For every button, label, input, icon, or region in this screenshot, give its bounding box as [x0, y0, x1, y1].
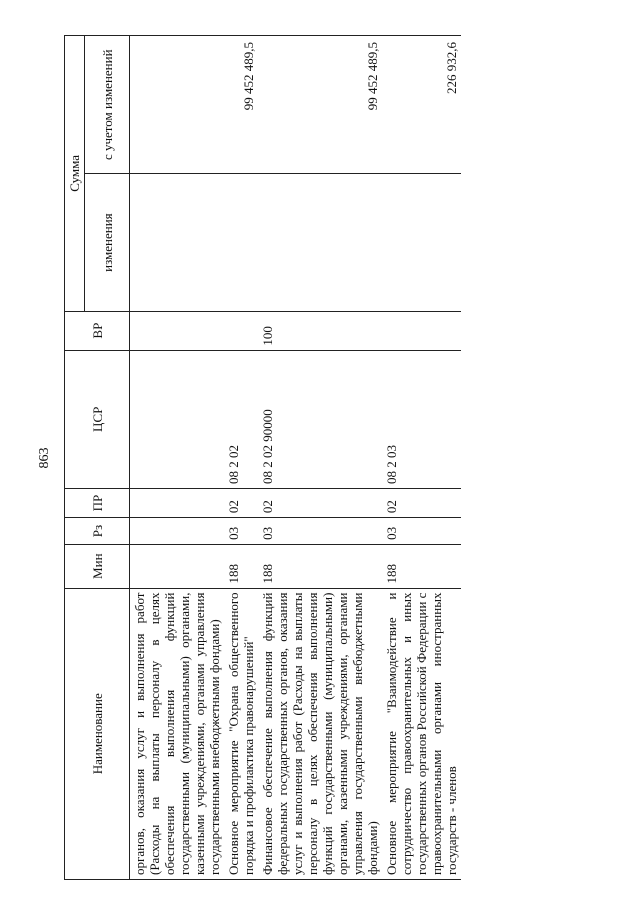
- table-row: [382, 36, 461, 880]
- cell-min: 188: [258, 544, 382, 588]
- cell-changes: [224, 174, 258, 311]
- cell-pr: [130, 489, 225, 518]
- cell-csr: 08 2 03: [382, 350, 461, 488]
- header-row-1: [65, 36, 85, 880]
- cell-pr: 02: [258, 489, 382, 518]
- page-number: 863: [37, 447, 52, 469]
- cell-name: Финансовое обеспечение выполнения функций федеральных государственных органов, оказания услуг и выполнения работ (Расходы на выплаты персоналу в целях обеспечения выполнения функций государственными (муниципальными) органами, казенными учреждениями, органами управления государственными внебюджетными фондами): [258, 588, 382, 879]
- cell-vr: [130, 311, 225, 350]
- header-csr: ЦСР: [65, 350, 130, 488]
- cell-changes: [382, 174, 461, 311]
- header-vr: ВР: [65, 311, 130, 350]
- cell-vr: [224, 311, 258, 350]
- cell-min: 188: [224, 544, 258, 588]
- table-row: [258, 36, 382, 880]
- cell-vr: [382, 311, 461, 350]
- header-changes: изменения: [85, 174, 130, 311]
- table-row: [224, 36, 258, 880]
- cell-name: Основное мероприятие "Взаимодействие и сотрудничество правоохранительных и иных государственных органов Российской Федерации с правоохранительными органами иностранных государств - членов: [382, 588, 461, 879]
- cell-rz: [130, 518, 225, 545]
- cell-with-changes: 99 452 489,5: [258, 36, 382, 174]
- cell-min: 188: [382, 544, 461, 588]
- header-rz: Рз: [65, 518, 130, 545]
- cell-with-changes: [130, 36, 225, 174]
- cell-changes: [130, 174, 225, 311]
- cell-vr: 100: [258, 311, 382, 350]
- cell-rz: 03: [258, 518, 382, 545]
- cell-min: [130, 544, 225, 588]
- cell-name: Основное мероприятие "Охрана общественного порядка и профилактика правонарушений": [224, 588, 258, 879]
- cell-csr: [130, 350, 225, 488]
- cell-rz: 03: [382, 518, 461, 545]
- cell-rz: 03: [224, 518, 258, 545]
- cell-with-changes: 99 452 489,5: [224, 36, 258, 174]
- rotated-table-container: [64, 35, 609, 880]
- cell-csr: 08 2 02 90000: [258, 350, 382, 488]
- cell-name: органов, оказания услуг и выполнения работ (Расходы на выплаты персоналу в целях обеспечения выполнения функций государственными (муниципальными) органами, казенными учреждениями, органами управления государственными внебюджетными фондами): [130, 588, 225, 879]
- table-row: [130, 36, 225, 880]
- budget-table: [64, 35, 461, 880]
- header-min: Мин: [65, 544, 130, 588]
- header-pr: ПР: [65, 489, 130, 518]
- cell-with-changes: 226 932,6: [382, 36, 461, 174]
- cell-csr: 08 2 02: [224, 350, 258, 488]
- cell-pr: 02: [382, 489, 461, 518]
- header-with-changes: с учетом изменений: [85, 36, 130, 174]
- cell-pr: 02: [224, 489, 258, 518]
- cell-changes: [258, 174, 382, 311]
- header-name: Наименование: [65, 588, 130, 879]
- header-sum: Сумма: [65, 36, 85, 312]
